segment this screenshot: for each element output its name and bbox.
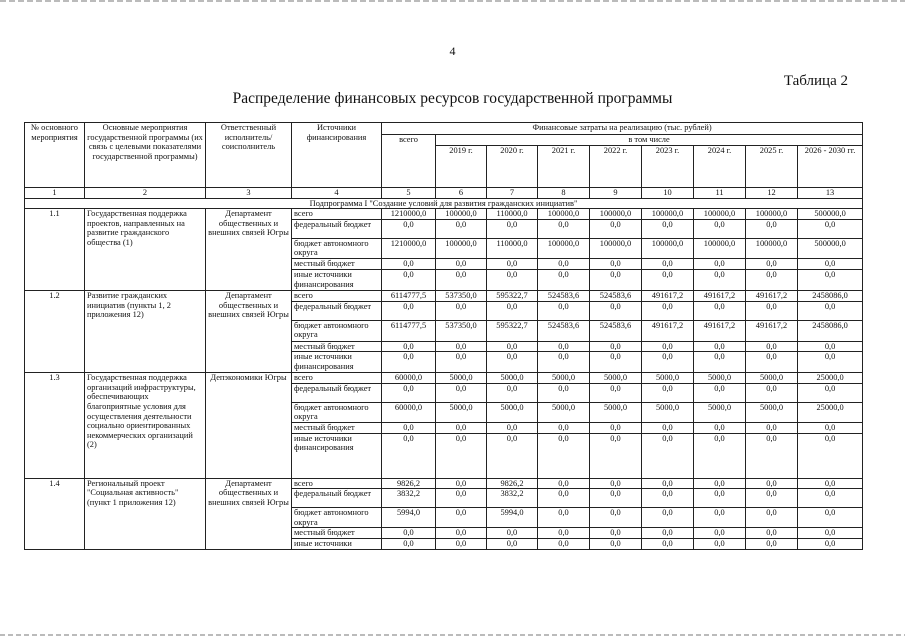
amount-year: 100000,0 <box>436 209 487 220</box>
amount-total: 60000,0 <box>382 402 436 422</box>
amount-year: 0,0 <box>694 341 746 352</box>
amount-year: 0,0 <box>436 478 487 489</box>
amount-year: 0,0 <box>590 528 642 539</box>
amount-year: 0,0 <box>590 508 642 528</box>
amount-year: 0,0 <box>590 258 642 269</box>
funding-source: федеральный бюджет <box>292 489 382 508</box>
amount-year: 100000,0 <box>746 209 798 220</box>
event-responsible: Департамент общественных и внешних связей Югры <box>206 209 292 291</box>
amount-year: 0,0 <box>487 341 538 352</box>
finance-table <box>24 122 863 550</box>
amount-year: 595322,7 <box>487 320 538 341</box>
funding-source: федеральный бюджет <box>292 301 382 320</box>
amount-total: 0,0 <box>382 528 436 539</box>
amount-year: 0,0 <box>694 422 746 433</box>
header-year: 2022 г. <box>590 145 642 187</box>
amount-year: 491617,2 <box>746 320 798 341</box>
amount-year: 0,0 <box>487 269 538 290</box>
header-sources: Источники финансирования <box>292 123 382 188</box>
amount-year: 0,0 <box>590 219 642 238</box>
amount-total: 5994,0 <box>382 508 436 528</box>
table-row <box>25 290 863 301</box>
funding-source: иные источники финансирования <box>292 433 382 478</box>
amount-year: 0,0 <box>538 258 590 269</box>
amount-year: 0,0 <box>590 341 642 352</box>
event-name: Государственная поддержка организаций инфраструктуры, обеспечивающих благоприятные условия для осуществления деятельности социально ориентированных некоммерческих организаций (2) <box>85 373 206 478</box>
amount-year: 0,0 <box>487 219 538 238</box>
funding-source: иные источники финансирования <box>292 352 382 373</box>
amount-year: 0,0 <box>798 352 863 373</box>
table-row <box>25 373 863 384</box>
amount-year: 491617,2 <box>642 320 694 341</box>
index-cell: 9 <box>590 187 642 198</box>
amount-year: 0,0 <box>436 538 487 549</box>
header-including: в том числе <box>436 135 863 146</box>
amount-year: 0,0 <box>642 301 694 320</box>
amount-year: 0,0 <box>590 489 642 508</box>
event-name: Государственная поддержка проектов, направленных на развитие гражданского общества (1) <box>85 209 206 291</box>
amount-year: 0,0 <box>590 478 642 489</box>
index-cell: 10 <box>642 187 694 198</box>
amount-year: 0,0 <box>590 433 642 478</box>
header-year: 2023 г. <box>642 145 694 187</box>
scan-edge-top <box>0 0 905 2</box>
amount-total: 3832,2 <box>382 489 436 508</box>
event-number: 1.4 <box>25 478 85 549</box>
amount-year: 0,0 <box>538 433 590 478</box>
amount-year: 0,0 <box>487 301 538 320</box>
amount-year: 0,0 <box>538 301 590 320</box>
amount-year: 0,0 <box>436 301 487 320</box>
amount-year: 100000,0 <box>590 238 642 258</box>
amount-year: 25000,0 <box>798 402 863 422</box>
amount-year: 5000,0 <box>746 402 798 422</box>
amount-year: 100000,0 <box>694 238 746 258</box>
amount-year: 0,0 <box>590 352 642 373</box>
amount-year: 0,0 <box>798 528 863 539</box>
subprogram-title: Подпрограмма I "Создание условий для развития гражданских инициатив" <box>25 198 863 209</box>
amount-year: 500000,0 <box>798 209 863 220</box>
amount-total: 0,0 <box>382 383 436 402</box>
event-number: 1.2 <box>25 290 85 372</box>
amount-year: 0,0 <box>798 258 863 269</box>
amount-year: 0,0 <box>798 538 863 549</box>
amount-year: 2458086,0 <box>798 290 863 301</box>
amount-year: 0,0 <box>436 422 487 433</box>
amount-year: 0,0 <box>538 489 590 508</box>
amount-year: 0,0 <box>798 433 863 478</box>
amount-year: 0,0 <box>487 433 538 478</box>
amount-year: 491617,2 <box>642 290 694 301</box>
amount-year: 0,0 <box>746 478 798 489</box>
amount-year: 0,0 <box>590 422 642 433</box>
amount-total: 9826,2 <box>382 478 436 489</box>
amount-year: 0,0 <box>436 341 487 352</box>
column-index-row <box>25 187 863 198</box>
amount-year: 0,0 <box>746 508 798 528</box>
amount-total: 60000,0 <box>382 373 436 384</box>
amount-year: 491617,2 <box>694 320 746 341</box>
amount-year: 0,0 <box>694 352 746 373</box>
amount-year: 0,0 <box>694 258 746 269</box>
amount-year: 0,0 <box>436 508 487 528</box>
amount-year: 5000,0 <box>694 373 746 384</box>
amount-year: 0,0 <box>798 489 863 508</box>
table-row <box>25 209 863 220</box>
amount-year: 0,0 <box>642 269 694 290</box>
index-cell: 2 <box>85 187 206 198</box>
funding-source: местный бюджет <box>292 258 382 269</box>
amount-year: 524583,6 <box>538 290 590 301</box>
subprogram-row <box>25 198 863 209</box>
amount-year: 491617,2 <box>746 290 798 301</box>
index-cell: 4 <box>292 187 382 198</box>
funding-source: бюджет автономного округа <box>292 238 382 258</box>
amount-year: 0,0 <box>694 478 746 489</box>
amount-year: 524583,6 <box>590 290 642 301</box>
amount-year: 0,0 <box>538 422 590 433</box>
event-name: Развитие гражданских инициатив (пункты 1, 2 приложения 12) <box>85 290 206 372</box>
amount-year: 5000,0 <box>694 402 746 422</box>
amount-year: 0,0 <box>694 528 746 539</box>
header-total: всего <box>382 135 436 188</box>
amount-year: 5000,0 <box>590 402 642 422</box>
amount-year: 0,0 <box>538 508 590 528</box>
amount-total: 0,0 <box>382 258 436 269</box>
header-financing: Финансовые затраты на реализацию (тыс. рублей) <box>382 123 863 135</box>
amount-year: 100000,0 <box>694 209 746 220</box>
amount-year: 110000,0 <box>487 209 538 220</box>
amount-year: 0,0 <box>487 538 538 549</box>
funding-source: федеральный бюджет <box>292 383 382 402</box>
amount-total: 0,0 <box>382 341 436 352</box>
amount-year: 5000,0 <box>487 402 538 422</box>
index-cell: 1 <box>25 187 85 198</box>
amount-year: 0,0 <box>746 383 798 402</box>
table-label: Таблица 2 <box>783 73 848 89</box>
finance-table-body <box>25 123 863 550</box>
amount-year: 0,0 <box>590 269 642 290</box>
amount-year: 595322,7 <box>487 290 538 301</box>
amount-year: 0,0 <box>642 538 694 549</box>
amount-year: 0,0 <box>694 383 746 402</box>
amount-year: 0,0 <box>538 352 590 373</box>
amount-year: 0,0 <box>642 422 694 433</box>
amount-total: 0,0 <box>382 219 436 238</box>
amount-year: 0,0 <box>694 219 746 238</box>
index-cell: 13 <box>798 187 863 198</box>
table-row <box>25 478 863 489</box>
event-responsible: Департамент общественных и внешних связей Югры <box>206 478 292 549</box>
amount-total: 0,0 <box>382 269 436 290</box>
index-cell: 11 <box>694 187 746 198</box>
funding-source: бюджет автономного округа <box>292 402 382 422</box>
amount-year: 0,0 <box>746 433 798 478</box>
page-number: 4 <box>449 44 456 58</box>
amount-year: 0,0 <box>694 538 746 549</box>
amount-year: 0,0 <box>487 258 538 269</box>
amount-year: 0,0 <box>642 508 694 528</box>
index-cell: 8 <box>538 187 590 198</box>
amount-year: 0,0 <box>538 269 590 290</box>
amount-year: 0,0 <box>694 269 746 290</box>
amount-year: 491617,2 <box>694 290 746 301</box>
amount-total: 6114777,5 <box>382 290 436 301</box>
header-year: 2020 г. <box>487 145 538 187</box>
amount-year: 0,0 <box>642 478 694 489</box>
amount-year: 0,0 <box>436 489 487 508</box>
amount-year: 524583,6 <box>538 320 590 341</box>
amount-year: 5000,0 <box>538 402 590 422</box>
amount-year: 0,0 <box>642 383 694 402</box>
index-cell: 3 <box>206 187 292 198</box>
amount-year: 5000,0 <box>436 373 487 384</box>
funding-source: бюджет автономного округа <box>292 508 382 528</box>
amount-year: 0,0 <box>642 352 694 373</box>
amount-year: 0,0 <box>538 341 590 352</box>
amount-year: 0,0 <box>642 341 694 352</box>
amount-year: 0,0 <box>436 433 487 478</box>
amount-year: 0,0 <box>487 528 538 539</box>
amount-year: 0,0 <box>694 301 746 320</box>
amount-year: 0,0 <box>746 301 798 320</box>
funding-source: бюджет автономного округа <box>292 320 382 341</box>
amount-total: 0,0 <box>382 352 436 373</box>
amount-year: 5000,0 <box>538 373 590 384</box>
header-no: № основного мероприятия <box>25 123 85 188</box>
amount-year: 0,0 <box>798 383 863 402</box>
amount-year: 0,0 <box>487 352 538 373</box>
amount-year: 0,0 <box>746 528 798 539</box>
index-cell: 12 <box>746 187 798 198</box>
amount-year: 0,0 <box>436 219 487 238</box>
amount-year: 0,0 <box>746 489 798 508</box>
amount-year: 0,0 <box>746 219 798 238</box>
funding-source: всего <box>292 290 382 301</box>
amount-year: 5000,0 <box>590 373 642 384</box>
amount-year: 0,0 <box>798 301 863 320</box>
amount-year: 0,0 <box>642 528 694 539</box>
amount-year: 5000,0 <box>487 373 538 384</box>
amount-year: 5000,0 <box>746 373 798 384</box>
amount-year: 25000,0 <box>798 373 863 384</box>
amount-year: 0,0 <box>642 219 694 238</box>
header-year: 2024 г. <box>694 145 746 187</box>
amount-year: 110000,0 <box>487 238 538 258</box>
amount-year: 0,0 <box>642 433 694 478</box>
amount-total: 6114777,5 <box>382 320 436 341</box>
amount-total: 0,0 <box>382 422 436 433</box>
amount-year: 0,0 <box>538 219 590 238</box>
event-number: 1.1 <box>25 209 85 291</box>
amount-total: 0,0 <box>382 538 436 549</box>
amount-total: 1210000,0 <box>382 209 436 220</box>
amount-year: 0,0 <box>746 422 798 433</box>
amount-year: 0,0 <box>798 219 863 238</box>
header-event: Основные мероприятия государственной программы (их связь с целевыми показателями государственной программы) <box>85 123 206 188</box>
amount-year: 500000,0 <box>798 238 863 258</box>
amount-year: 0,0 <box>694 433 746 478</box>
amount-year: 3832,2 <box>487 489 538 508</box>
funding-source: местный бюджет <box>292 341 382 352</box>
funding-source: всего <box>292 209 382 220</box>
amount-year: 0,0 <box>487 383 538 402</box>
index-cell: 7 <box>487 187 538 198</box>
funding-source: федеральный бюджет <box>292 219 382 238</box>
amount-year: 0,0 <box>642 489 694 508</box>
funding-source: иные источники <box>292 538 382 549</box>
event-number: 1.3 <box>25 373 85 478</box>
amount-year: 0,0 <box>590 383 642 402</box>
amount-year: 0,0 <box>642 258 694 269</box>
amount-year: 5000,0 <box>642 402 694 422</box>
amount-year: 100000,0 <box>590 209 642 220</box>
amount-year: 524583,6 <box>590 320 642 341</box>
amount-year: 0,0 <box>746 341 798 352</box>
event-responsible: Депэкономики Югры <box>206 373 292 478</box>
scan-edge-bottom <box>0 634 905 636</box>
amount-year: 0,0 <box>538 478 590 489</box>
amount-year: 0,0 <box>538 528 590 539</box>
amount-year: 100000,0 <box>642 238 694 258</box>
amount-year: 0,0 <box>694 489 746 508</box>
funding-source: местный бюджет <box>292 528 382 539</box>
amount-year: 0,0 <box>798 422 863 433</box>
amount-year: 100000,0 <box>746 238 798 258</box>
amount-year: 0,0 <box>538 383 590 402</box>
amount-year: 5000,0 <box>642 373 694 384</box>
amount-year: 5000,0 <box>436 402 487 422</box>
amount-year: 100000,0 <box>538 238 590 258</box>
amount-year: 100000,0 <box>538 209 590 220</box>
amount-year: 0,0 <box>798 341 863 352</box>
amount-year: 0,0 <box>436 258 487 269</box>
header-year: 2025 г. <box>746 145 798 187</box>
funding-source: всего <box>292 478 382 489</box>
amount-year: 5994,0 <box>487 508 538 528</box>
amount-year: 0,0 <box>487 422 538 433</box>
amount-year: 100000,0 <box>642 209 694 220</box>
amount-year: 0,0 <box>436 383 487 402</box>
amount-total: 0,0 <box>382 433 436 478</box>
header-year: 2021 г. <box>538 145 590 187</box>
index-cell: 5 <box>382 187 436 198</box>
amount-year: 0,0 <box>798 508 863 528</box>
amount-year: 537350,0 <box>436 290 487 301</box>
amount-year: 0,0 <box>694 508 746 528</box>
amount-year: 2458086,0 <box>798 320 863 341</box>
amount-year: 0,0 <box>798 478 863 489</box>
amount-total: 1210000,0 <box>382 238 436 258</box>
funding-source: всего <box>292 373 382 384</box>
amount-year: 0,0 <box>436 528 487 539</box>
document-title: Распределение финансовых ресурсов государственной программы <box>232 90 673 107</box>
header-responsible: Ответственный исполнитель/ соисполнитель <box>206 123 292 188</box>
amount-year: 0,0 <box>798 269 863 290</box>
funding-source: иные источники финансирования <box>292 269 382 290</box>
amount-year: 100000,0 <box>436 238 487 258</box>
amount-year: 0,0 <box>746 258 798 269</box>
amount-year: 537350,0 <box>436 320 487 341</box>
amount-year: 0,0 <box>746 538 798 549</box>
funding-source: местный бюджет <box>292 422 382 433</box>
amount-year: 0,0 <box>746 352 798 373</box>
event-responsible: Департамент общественных и внешних связей Югры <box>206 290 292 372</box>
amount-year: 0,0 <box>590 538 642 549</box>
event-name: Региональный проект "Социальная активность" (пункт 1 приложения 12) <box>85 478 206 549</box>
amount-year: 0,0 <box>436 352 487 373</box>
amount-year: 0,0 <box>590 301 642 320</box>
amount-year: 0,0 <box>538 538 590 549</box>
amount-year: 9826,2 <box>487 478 538 489</box>
header-year: 2019 г. <box>436 145 487 187</box>
header-year: 2026 - 2030 гг. <box>798 145 863 187</box>
amount-total: 0,0 <box>382 301 436 320</box>
index-cell: 6 <box>436 187 487 198</box>
amount-year: 0,0 <box>746 269 798 290</box>
amount-year: 0,0 <box>436 269 487 290</box>
